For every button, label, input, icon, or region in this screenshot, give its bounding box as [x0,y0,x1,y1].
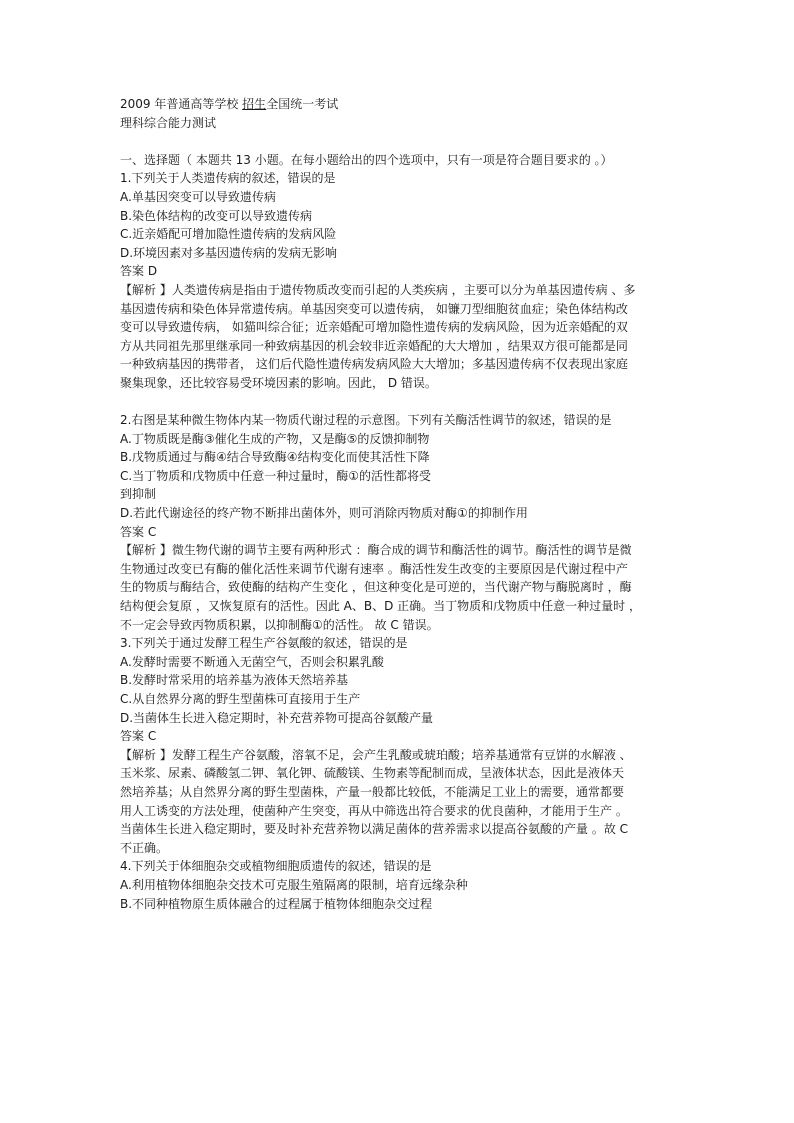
question-line: 2.右图是某种微生物体内某一物质代谢过程的示意图。下列有关酶活性调节的叙述，错误的是 [120,413,612,428]
option-b: B.不同种植物原生质体融合的过程属于植物体细胞杂交过程 [120,896,433,911]
question-4 [120,857,680,913]
option-b: B.发酵时常采用的培养基为液体天然培养基 [120,673,349,688]
option-d: D.当菌体生长进入稳定期时，补充营养物可提高谷氨酸产量 [120,710,434,725]
option-a: A.利用植物体细胞杂交技术可克服生殖隔离的限制，培育远缘杂种 [120,877,468,892]
exam-title: 2009 年普通高等学校 招生全国统一考试 [120,97,339,111]
analysis-line: 【解析 】发酵工程生产谷氨酸，溶氧不足，会产生乳酸或琥珀酸；培养基通常有豆饼的水解液 、 [120,747,632,762]
option-c: C.当丁物质和戊物质中任意一种过量时，酶①的活性都将受 [120,468,431,483]
option-a: A.单基因突变可以导致遗传病 [120,189,276,204]
section-heading: 一、选择题（ 本题共 13 小题。在每小题给出的四个选项中，只有一项是符合题目要求的 。） [120,152,613,167]
answer: 答案 C [120,729,157,744]
analysis-line: 【解析 】人类遗传病是指由于遗传物质改变而引起的人类疾病 ，主要可以分为单基因遗传病 、多 [120,282,636,297]
question-line: 1.下列关于人类遗传病的叙述，错误的是 [120,171,336,186]
analysis-line: 变可以导致遗传病， 如猫叫综合征；近亲婚配可增加隐性遗传病的发病风险，因为近亲婚配的双 [120,320,628,335]
option-d: D.若此代谢途径的终产物不断排出菌体外，则可消除丙物质对酶①的抑制作用 [120,506,528,521]
analysis-line: 生物通过改变已有酶的催化活性来调节代谢有速率 。酶活性发生改变的主要原因是代谢过程中产 [120,561,628,576]
question-1 [120,169,680,392]
question-3 [120,634,680,857]
analysis-line: 结构便会复原 ，又恢复原有的活性。因此 A、B、D 正确。当丁物质和戊物质中任意一种过量时 ， [120,599,641,614]
analysis-line: 玉米浆、尿素、磷酸氢二钾、氧化钾、硫酸镁、生物素等配制而成，呈液体状态，因此是液体天 [120,766,625,781]
option-a: A.丁物质既是酶③催化生成的产物，又是酶⑤的反馈抑制物 [120,431,430,446]
question-line: 3.下列关于通过发酵工程生产谷氨酸的叙述，错误的是 [120,636,408,651]
analysis-line: 然培养基；从自然界分离的野生型菌株，产量一般都比较低，不能满足工业上的需要，通常都要 [120,784,625,799]
analysis-line: 不正确。 [120,840,169,855]
answer: 答案 D [120,264,158,279]
option-b: B.戊物质通过与酶④结合导致酶④结构变化而使其活性下降 [120,450,430,465]
option-a: A.发酵时需要不断通入无菌空气，否则会积累乳酸 [120,654,384,669]
question-2 [120,411,680,634]
analysis-line: 用人工诱变的方法处理，使菌种产生突变，再从中筛选出符合要求的优良菌种，才能用于生产 。 [120,803,628,818]
question-line: 4.下列关于体细胞杂交或植物细胞质遗传的叙述，错误的是 [120,859,432,874]
analysis-line: 方从共同祖先那里继承同一种致病基因的机会较非近亲婚配的大大增加 ，结果双方很可能都是同 [120,338,628,353]
answer: 答案 C [120,524,157,539]
analysis-line: 当菌体生长进入稳定期时，要及时补充营养物以满足菌体的营养需求以提高谷氨酸的产量 。故 C [120,822,629,837]
option-c-continued: 到抑制 [120,487,157,502]
analysis-line: 聚集现象，还比较容易受环境因素的影响。因此， D 错误。 [120,375,437,390]
analysis-line: 不一定会导致丙物质积累，以抑制酶①的活性。 故 C 错误。 [120,617,439,632]
analysis-line: 【解析 】微生物代谢的调节主要有两种形式 ：酶合成的调节和酶活性的调节。酶活性的调节是微 [120,543,632,558]
document-page [120,95,680,913]
underlined-word: 招生 [242,97,267,111]
analysis-line: 一种致病基因的携带者， 这们后代隐性遗传病发病风险大大增加；多基因遗传病不仅表现出家庭 [120,357,628,372]
analysis-line: 生的物质与酶结合，致使酶的结构产生变化 ，但这种变化是可逆的，当代谢产物与酶脱离时 ，酶 [120,580,632,595]
option-c: C.从自然界分离的野生型菌株可直接用于生产 [120,692,361,706]
exam-subject: 理科综合能力测试 [120,115,217,130]
option-b: B.染色体结构的改变可以导致遗传病 [120,208,313,223]
option-c: C.近亲婚配可增加隐性遗传病的发病风险 [120,227,337,242]
analysis-line: 基因遗传病和染色体异常遗传病。单基因突变可以遗传病， 如镰刀型细胞贫血症；染色体结构改 [120,301,628,316]
option-d: D.环境因素对多基因遗传病的发病无影响 [120,245,338,260]
